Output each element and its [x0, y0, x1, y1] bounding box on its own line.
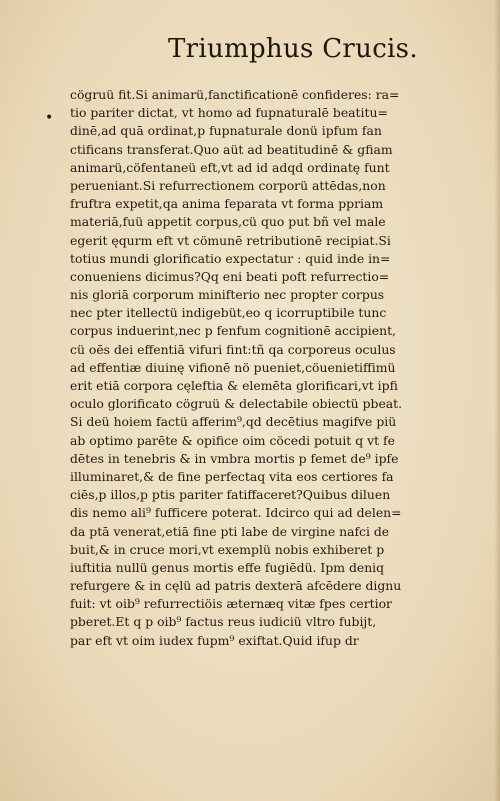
page-edge-shadow — [494, 0, 500, 801]
text-line: cü oēs dei effentiā vifuri fint:tñ qa corporeus oculus — [70, 341, 396, 357]
text-line: totius mundi glorificatio expectatur : quid inde in= — [70, 250, 391, 266]
text-line: cögruü fit.Si animarü,fanctificationē confideres: ra= — [70, 87, 400, 102]
text-line: corpus induerint,nec p fenfum cognitionē accipient, — [70, 323, 396, 339]
text-line: conueniens dicimus?Qq eni beati poft refurrectio= — [70, 268, 390, 284]
text-line: ciēs,p illos,p ptis pariter fatiffaceret?Quibus diluen — [70, 487, 391, 503]
text-line: Si deü hoiem factü afferim⁹,qd decētius magifve piü — [70, 414, 397, 430]
text-line: ad effentiæ diuinę vifionē nö pueniet,cöuenietiffimü — [70, 359, 396, 375]
text-line: nis gloriā corporum minifterio nec propter corpus — [70, 287, 385, 303]
text-line: nec pter itellectü indigebüt,eo q icorruptibile tunc — [70, 305, 387, 321]
text-line: ctificans transferat.Quo aüt ad beatitudinē & gfiam — [70, 141, 393, 157]
text-line: erit etiā corpora cęleftia & elemēta glorificari,vt ipfi — [70, 378, 398, 393]
text-block — [70, 86, 478, 650]
text-line: animarü,cöfentaneü eft,vt ad id adqd ordinatę funt — [70, 159, 390, 175]
text-line: materiā,fuü appetit corpus,cü quo put bñ vel male — [70, 214, 386, 230]
marginal-mark: • — [45, 110, 54, 126]
text-line: ab optimo parēte & opifice oim cöcedi potuit q vt fe — [70, 432, 395, 448]
text-line: fuit: vt oib⁹ refurrectiöis æternæq vitæ fpes certior — [70, 596, 392, 612]
text-line: oculo glorificato cögruü & delectabile obiectü pbeat. — [70, 396, 403, 412]
running-head: Triumphus Crucis. — [168, 34, 418, 64]
text-line: refurgere & in cęlü ad patris dexterā afcēdere dignu — [70, 578, 402, 594]
text-line: tio pariter dictat, vt homo ad fupnaturalē beatitu= — [70, 105, 388, 121]
text-line: illuminaret,& de fine perfectaq vita eos certiores fa — [70, 468, 394, 484]
text-line: buit,& in cruce mori,vt exemplü nobis exhiberet p — [70, 541, 385, 557]
text-line: iuftitia nullü genus mortis effe fugiēdü. Ipm deniq — [70, 559, 385, 575]
text-line: da ptā venerat,etiā fine pti labe de virgine nafci de — [70, 523, 390, 539]
text-line: par eft vt oim iudex fupm⁹ exiftat.Quid ifup dr — [70, 632, 359, 648]
text-line: dis nemo ali⁹ fufficere poterat. Idcirco qui ad delen= — [70, 505, 402, 521]
text-line: egerit ęqurm eft vt cömunē retributionē recipiat.Si — [70, 232, 391, 248]
text-line: dētes in tenebris & in vmbra mortis p femet de⁹ ipfe — [70, 450, 399, 466]
text-line: pberet.Et q p oib⁹ factus reus iudiciü vltro fubijt, — [70, 614, 377, 630]
text-line: fruftra expetit,qa anima feparata vt forma ppriam — [70, 196, 384, 212]
text-line: dinē,ad quā ordinat,p fupnaturale donü ipfum fan — [70, 123, 382, 139]
text-line: perueniant.Si refurrectionem corporü attēdas,non — [70, 177, 386, 193]
